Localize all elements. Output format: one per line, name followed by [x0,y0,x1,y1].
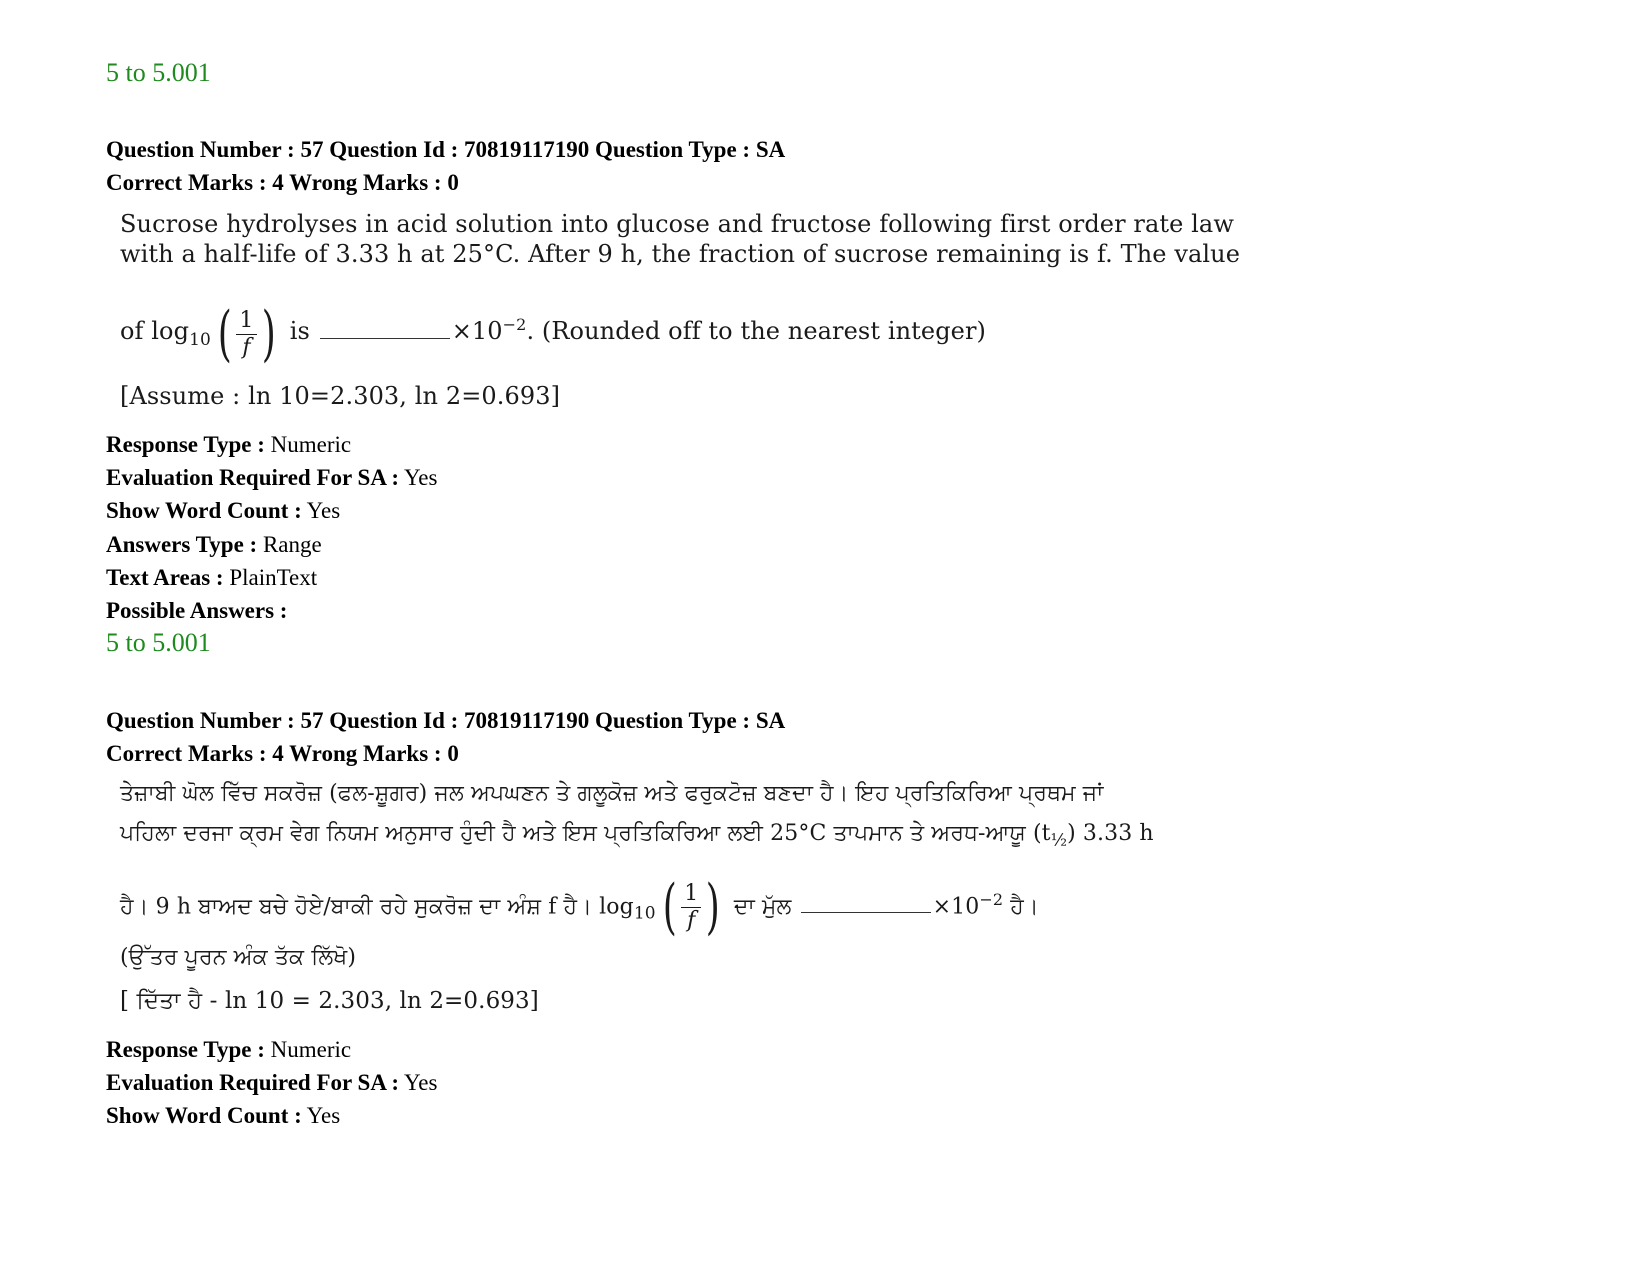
marks-line-punjabi: Correct Marks : 4 Wrong Marks : 0 [106,741,459,766]
punjabi-answer-blank [801,911,931,913]
question-line-3 [120,285,986,380]
marks-line: Correct Marks : 4 Wrong Marks : 0 [106,170,459,195]
answers-type-field: Answers Type : Range [106,532,322,557]
exponent: −2 [502,315,527,334]
question-assume-line: [Assume : ln 10=2.303, ln 2=0.693] [120,382,561,410]
punjabi-evaluation-required-field: Evaluation Required For SA : Yes [106,1070,438,1095]
punjabi-given-line: [ ਦਿੱਤਾ ਹੈ - ln 10 = 2.303, ln 2=0.693] [120,988,539,1014]
punjabi-fraction: ( $\frac{1}{f}$ ) [662,872,721,943]
question-header-punjabi: Question Number : 57 Question Id : 70819117190 Question Type : SA [106,708,786,733]
punjabi-question-line-3: ਹੈ। 9 h ਬਾਅਦ ਬਚੇ ਹੋਏ/ਬਾਕੀ ਰਹੇ ਸੁਕਰੋਜ਼ ਦਾ ਅੰਸ਼ f ਹੈ। $\log_{10}$ ( $\frac{1}{f}$ ) ਦਾ ਮੁੱਲ $\times 10^{-2}$ ਹੈ। [120,860,1039,954]
punjabi-response-type-field: Response Type : Numeric [106,1037,352,1062]
fraction: ( $\frac{1}{f}$ ) [217,299,276,369]
question-header: Question Number : 57 Question Id : 70819117190 Question Type : SA [106,137,786,162]
punjabi-show-word-count-field: Show Word Count : Yes [106,1103,341,1128]
log-subscript: 10 [189,329,211,350]
question-line-1: Sucrose hydrolyses in acid solution into glucose and fructose following first order rate law [120,210,1234,238]
previous-possible-answer: 5 to 5.001 [106,58,211,87]
possible-answers-field: Possible Answers : [106,598,288,623]
show-word-count-field: Show Word Count : Yes [106,498,341,523]
possible-answer-value: 5 to 5.001 [106,628,211,657]
log-label: of log [120,317,190,345]
response-type-field: Response Type : Numeric [106,432,352,457]
fraction-denominator: f [242,334,251,360]
rounding-note: . (Rounded off to the nearest integer) [526,317,986,345]
question-line-2: with a half-life of 3.33 h at 25°C. After 9 h, the fraction of sucrose remaining is f. The value [120,240,1241,268]
punjabi-log-subscript: 10 [633,903,656,924]
multiplier: ×10 [451,317,503,345]
punjabi-question-line-2: ਪਹਿਲਾ ਦਰਜਾ ਕ੍ਰਮ ਵੇਗ ਨਿਯਮ ਅਨੁਸਾਰ ਹੁੰਦੀ ਹੈ ਅਤੇ ਇਸ ਪ੍ਰਤਿਕਿਰਿਆ ਲਈ 25°C ਤਾਪਮਾਨ ਤੇ ਅਰਧ-ਆਯੂ $(t_{\frac{1}{2}})$ 3.33 h [120,821,1154,851]
text-areas-field: Text Areas : PlainText [106,565,318,590]
punjabi-rounding-note: (ਉੱਤਰ ਪੂਰਨ ਅੰਕ ਤੱਕ ਲਿੱਖੋ) [120,945,357,970]
punjabi-question-line-1: ਤੇਜ਼ਾਬੀ ਘੋਲ ਵਿੱਚ ਸਕਰੋਜ਼ (ਫਲ-ਸ਼ੂਗਰ) ਜਲ ਅਪਘਣਨ ਤੇ ਗਲੂਕੋਜ਼ ਅਤੇ ਫਰੁਕਟੋਜ਼ ਬਣਦਾ ਹੈ। ਇਹ ਪ੍ਰਤਿਕਿਰਿਆ ਪ੍ਰਥਮ ਜਾਂ [120,781,1104,806]
fraction-numerator: 1 [236,308,256,335]
is-word: is [289,317,310,345]
evaluation-required-field: Evaluation Required For SA : Yes [106,465,438,490]
answer-blank [320,337,450,339]
